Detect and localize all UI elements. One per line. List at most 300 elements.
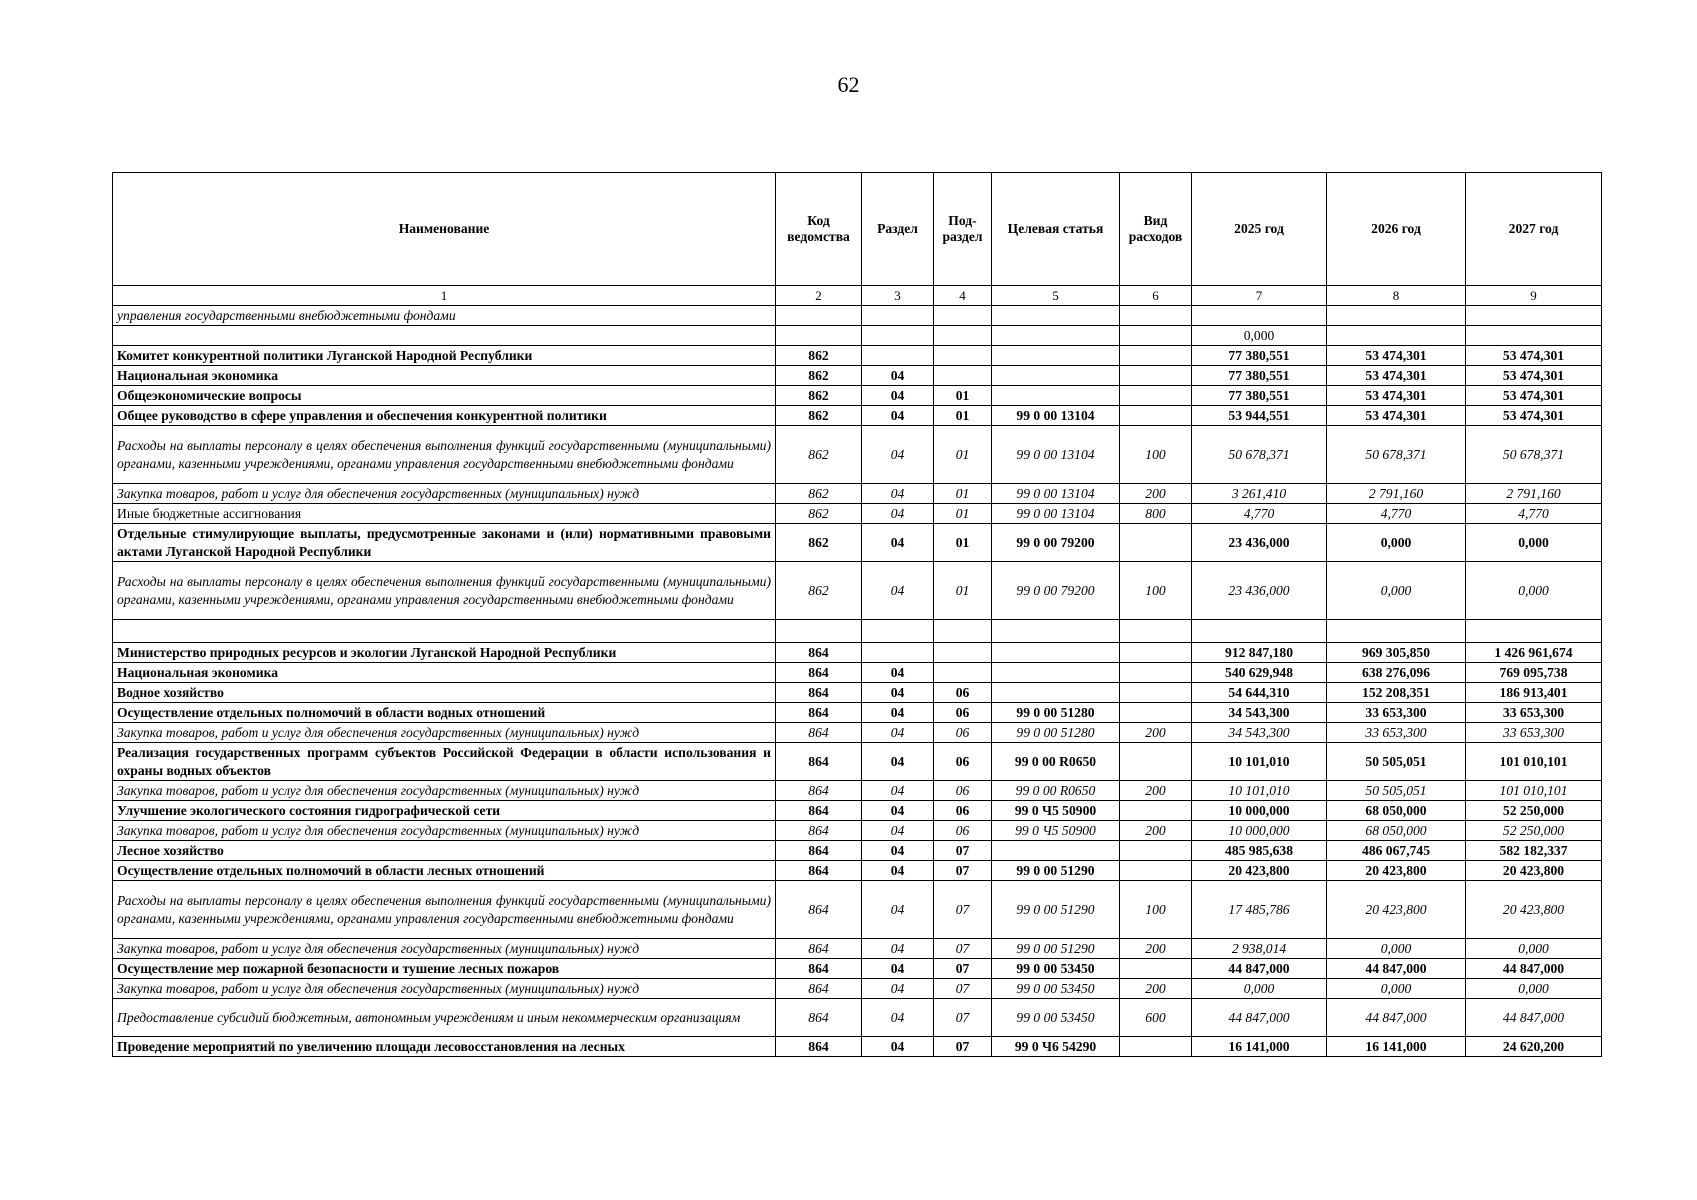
column-number: 2 — [776, 286, 862, 306]
column-number: 6 — [1120, 286, 1192, 306]
row-celevaya-statya — [992, 663, 1120, 683]
row-value-2027: 20 423,800 — [1466, 881, 1602, 939]
table-row — [113, 781, 1602, 801]
row-value-2026: 53 474,301 — [1327, 386, 1466, 406]
row-vid-rashodov — [1120, 663, 1192, 683]
row-value-2025: 16 141,000 — [1192, 1037, 1327, 1057]
table-row — [113, 861, 1602, 881]
row-value-2025: 2 938,014 — [1192, 939, 1327, 959]
row-razdel — [862, 643, 934, 663]
table-row — [113, 999, 1602, 1037]
row-kod-vedomstva: 864 — [776, 821, 862, 841]
row-value-2026: 0,000 — [1327, 979, 1466, 999]
row-razdel: 04 — [862, 562, 934, 620]
row-value-2025: 44 847,000 — [1192, 959, 1327, 979]
row-celevaya-statya — [992, 306, 1120, 326]
row-podrazdel: 01 — [934, 524, 992, 562]
row-celevaya-statya: 99 0 00 51290 — [992, 881, 1120, 939]
header-podrazdel: Под-раздел — [934, 173, 992, 286]
table-row — [113, 663, 1602, 683]
row-podrazdel: 01 — [934, 406, 992, 426]
row-value-2027: 24 620,200 — [1466, 1037, 1602, 1057]
row-razdel: 04 — [862, 426, 934, 484]
row-value-2027: 44 847,000 — [1466, 999, 1602, 1037]
header-statya: Целевая статья — [992, 173, 1120, 286]
row-value-2027: 53 474,301 — [1466, 346, 1602, 366]
row-razdel: 04 — [862, 406, 934, 426]
row-vid-rashodov — [1120, 743, 1192, 781]
row-value-2026: 50 505,051 — [1327, 743, 1466, 781]
row-name: Предоставление субсидий бюджетным, автономным учреждениям и иным некоммерческим организациям — [113, 999, 776, 1037]
column-number: 4 — [934, 286, 992, 306]
row-kod-vedomstva — [776, 306, 862, 326]
table-body — [113, 306, 1602, 1057]
row-name — [113, 326, 776, 346]
row-value-2026: 486 067,745 — [1327, 841, 1466, 861]
row-podrazdel: 07 — [934, 999, 992, 1037]
row-kod-vedomstva: 862 — [776, 426, 862, 484]
row-vid-rashodov: 200 — [1120, 979, 1192, 999]
row-value-2026: 44 847,000 — [1327, 999, 1466, 1037]
row-vid-rashodov: 100 — [1120, 426, 1192, 484]
row-value-2026 — [1327, 326, 1466, 346]
row-value-2025: 912 847,180 — [1192, 643, 1327, 663]
row-value-2027: 2 791,160 — [1466, 484, 1602, 504]
header-row — [113, 173, 1602, 286]
row-razdel — [862, 306, 934, 326]
row-value-2027: 33 653,300 — [1466, 703, 1602, 723]
row-kod-vedomstva: 864 — [776, 841, 862, 861]
row-vid-rashodov: 200 — [1120, 939, 1192, 959]
row-value-2027 — [1466, 620, 1602, 643]
row-value-2026: 50 678,371 — [1327, 426, 1466, 484]
row-kod-vedomstva: 862 — [776, 484, 862, 504]
row-name: Национальная экономика — [113, 663, 776, 683]
row-value-2025: 44 847,000 — [1192, 999, 1327, 1037]
table-row — [113, 801, 1602, 821]
row-name: Закупка товаров, работ и услуг для обеспечения государственных (муниципальных) нужд — [113, 979, 776, 999]
row-razdel: 04 — [862, 861, 934, 881]
row-value-2025: 77 380,551 — [1192, 346, 1327, 366]
row-kod-vedomstva: 864 — [776, 861, 862, 881]
row-podrazdel: 06 — [934, 781, 992, 801]
column-number: 8 — [1327, 286, 1466, 306]
row-razdel: 04 — [862, 841, 934, 861]
table-row — [113, 484, 1602, 504]
table-row — [113, 643, 1602, 663]
table-row — [113, 326, 1602, 346]
row-value-2027: 101 010,101 — [1466, 781, 1602, 801]
row-vid-rashodov — [1120, 366, 1192, 386]
row-name: Закупка товаров, работ и услуг для обеспечения государственных (муниципальных) нужд — [113, 781, 776, 801]
row-value-2025: 34 543,300 — [1192, 723, 1327, 743]
table-row — [113, 841, 1602, 861]
header-2026: 2026 год — [1327, 173, 1466, 286]
row-value-2026: 0,000 — [1327, 562, 1466, 620]
row-value-2027: 0,000 — [1466, 939, 1602, 959]
row-celevaya-statya — [992, 326, 1120, 346]
row-podrazdel — [934, 326, 992, 346]
row-name: Расходы на выплаты персоналу в целях обеспечения выполнения функций государственными (муниципальными) органами, казенными учреждениями, органами управления государственными внебюджетными фондами — [113, 426, 776, 484]
row-podrazdel — [934, 346, 992, 366]
table-row — [113, 683, 1602, 703]
row-name: Лесное хозяйство — [113, 841, 776, 861]
row-razdel: 04 — [862, 484, 934, 504]
row-value-2025: 77 380,551 — [1192, 386, 1327, 406]
row-kod-vedomstva: 864 — [776, 939, 862, 959]
row-celevaya-statya — [992, 346, 1120, 366]
row-vid-rashodov — [1120, 306, 1192, 326]
row-celevaya-statya: 99 0 00 79200 — [992, 562, 1120, 620]
row-value-2026 — [1327, 306, 1466, 326]
row-vid-rashodov — [1120, 861, 1192, 881]
row-podrazdel: 07 — [934, 841, 992, 861]
row-celevaya-statya: 99 0 00 51290 — [992, 861, 1120, 881]
row-name: Министерство природных ресурсов и экологии Луганской Народной Республики — [113, 643, 776, 663]
row-kod-vedomstva: 862 — [776, 386, 862, 406]
row-vid-rashodov: 100 — [1120, 881, 1192, 939]
table-row — [113, 979, 1602, 999]
row-value-2025: 3 261,410 — [1192, 484, 1327, 504]
row-vid-rashodov — [1120, 406, 1192, 426]
row-name: Осуществление отдельных полномочий в области лесных отношений — [113, 861, 776, 881]
row-vid-rashodov: 200 — [1120, 781, 1192, 801]
row-value-2027: 52 250,000 — [1466, 801, 1602, 821]
row-vid-rashodov — [1120, 643, 1192, 663]
table-row — [113, 620, 1602, 643]
row-podrazdel: 06 — [934, 703, 992, 723]
header-vid: Вид расходов — [1120, 173, 1192, 286]
row-name: Закупка товаров, работ и услуг для обеспечения государственных (муниципальных) нужд — [113, 484, 776, 504]
row-value-2025: 54 644,310 — [1192, 683, 1327, 703]
row-value-2027 — [1466, 326, 1602, 346]
row-value-2025: 485 985,638 — [1192, 841, 1327, 861]
row-kod-vedomstva: 862 — [776, 406, 862, 426]
row-value-2027: 53 474,301 — [1466, 386, 1602, 406]
row-razdel: 04 — [862, 1037, 934, 1057]
row-razdel: 04 — [862, 979, 934, 999]
row-podrazdel: 07 — [934, 979, 992, 999]
table-row — [113, 386, 1602, 406]
row-value-2026: 16 141,000 — [1327, 1037, 1466, 1057]
row-value-2027: 53 474,301 — [1466, 406, 1602, 426]
header-name: Наименование — [113, 173, 776, 286]
row-value-2025: 0,000 — [1192, 979, 1327, 999]
row-value-2027: 50 678,371 — [1466, 426, 1602, 484]
row-razdel: 04 — [862, 683, 934, 703]
row-value-2026: 20 423,800 — [1327, 861, 1466, 881]
table-row — [113, 821, 1602, 841]
row-value-2025 — [1192, 620, 1327, 643]
row-vid-rashodov — [1120, 841, 1192, 861]
row-kod-vedomstva: 862 — [776, 504, 862, 524]
row-name: Закупка товаров, работ и услуг для обеспечения государственных (муниципальных) нужд — [113, 939, 776, 959]
row-razdel: 04 — [862, 801, 934, 821]
row-value-2027: 186 913,401 — [1466, 683, 1602, 703]
row-value-2027: 4,770 — [1466, 504, 1602, 524]
row-kod-vedomstva: 864 — [776, 743, 862, 781]
row-razdel: 04 — [862, 386, 934, 406]
row-vid-rashodov — [1120, 620, 1192, 643]
row-value-2025: 17 485,786 — [1192, 881, 1327, 939]
row-vid-rashodov: 200 — [1120, 723, 1192, 743]
row-vid-rashodov — [1120, 346, 1192, 366]
row-value-2026: 2 791,160 — [1327, 484, 1466, 504]
row-name: Осуществление мер пожарной безопасности и тушение лесных пожаров — [113, 959, 776, 979]
row-name: Расходы на выплаты персоналу в целях обеспечения выполнения функций государственными (муниципальными) органами, казенными учреждениями, органами управления государственными внебюджетными фондами — [113, 562, 776, 620]
row-value-2027: 20 423,800 — [1466, 861, 1602, 881]
table-row — [113, 346, 1602, 366]
row-razdel: 04 — [862, 703, 934, 723]
row-kod-vedomstva — [776, 326, 862, 346]
row-celevaya-statya — [992, 386, 1120, 406]
row-name: Национальная экономика — [113, 366, 776, 386]
row-value-2027: 52 250,000 — [1466, 821, 1602, 841]
row-celevaya-statya: 99 0 00 51290 — [992, 939, 1120, 959]
table-row — [113, 939, 1602, 959]
table-row — [113, 504, 1602, 524]
row-value-2026: 53 474,301 — [1327, 346, 1466, 366]
row-name: Осуществление отдельных полномочий в области водных отношений — [113, 703, 776, 723]
row-razdel: 04 — [862, 504, 934, 524]
row-name: Комитет конкурентной политики Луганской Народной Республики — [113, 346, 776, 366]
row-podrazdel: 07 — [934, 1037, 992, 1057]
row-name: Расходы на выплаты персоналу в целях обеспечения выполнения функций государственными (муниципальными) органами, казенными учреждениями, органами управления государственными внебюджетными фондами — [113, 881, 776, 939]
table-row — [113, 881, 1602, 939]
row-razdel: 04 — [862, 524, 934, 562]
budget-table — [112, 172, 1602, 1057]
row-vid-rashodov: 200 — [1120, 821, 1192, 841]
row-podrazdel — [934, 306, 992, 326]
row-vid-rashodov: 100 — [1120, 562, 1192, 620]
row-value-2027: 101 010,101 — [1466, 743, 1602, 781]
row-vid-rashodov: 800 — [1120, 504, 1192, 524]
column-number-row — [113, 286, 1602, 306]
row-celevaya-statya — [992, 620, 1120, 643]
row-value-2026: 44 847,000 — [1327, 959, 1466, 979]
row-podrazdel — [934, 663, 992, 683]
row-podrazdel: 06 — [934, 683, 992, 703]
column-number: 5 — [992, 286, 1120, 306]
column-number: 7 — [1192, 286, 1327, 306]
header-kod: Код ведомства — [776, 173, 862, 286]
row-name: Проведение мероприятий по увеличению площади лесовосстановления на лесных — [113, 1037, 776, 1057]
row-name: Общее руководство в сфере управления и обеспечения конкурентной политики — [113, 406, 776, 426]
row-vid-rashodov — [1120, 959, 1192, 979]
row-podrazdel: 06 — [934, 801, 992, 821]
row-razdel — [862, 326, 934, 346]
row-celevaya-statya: 99 0 Ч6 54290 — [992, 1037, 1120, 1057]
row-kod-vedomstva: 862 — [776, 346, 862, 366]
row-podrazdel — [934, 643, 992, 663]
row-podrazdel: 06 — [934, 821, 992, 841]
table-row — [113, 366, 1602, 386]
column-number: 3 — [862, 286, 934, 306]
row-value-2025: 10 101,010 — [1192, 781, 1327, 801]
row-value-2026: 68 050,000 — [1327, 801, 1466, 821]
row-value-2026: 152 208,351 — [1327, 683, 1466, 703]
row-podrazdel: 01 — [934, 504, 992, 524]
header-razdel: Раздел — [862, 173, 934, 286]
row-podrazdel: 07 — [934, 959, 992, 979]
row-celevaya-statya: 99 0 00 R0650 — [992, 781, 1120, 801]
row-name: Общеэкономические вопросы — [113, 386, 776, 406]
row-vid-rashodov — [1120, 326, 1192, 346]
row-kod-vedomstva: 862 — [776, 562, 862, 620]
row-name: Закупка товаров, работ и услуг для обеспечения государственных (муниципальных) нужд — [113, 821, 776, 841]
row-value-2027: 769 095,738 — [1466, 663, 1602, 683]
row-value-2026: 0,000 — [1327, 524, 1466, 562]
row-kod-vedomstva: 864 — [776, 663, 862, 683]
row-vid-rashodov — [1120, 703, 1192, 723]
row-value-2025: 23 436,000 — [1192, 562, 1327, 620]
row-kod-vedomstva: 864 — [776, 959, 862, 979]
row-razdel: 04 — [862, 999, 934, 1037]
row-value-2027: 33 653,300 — [1466, 723, 1602, 743]
row-razdel: 04 — [862, 881, 934, 939]
row-kod-vedomstva: 862 — [776, 366, 862, 386]
row-celevaya-statya: 99 0 00 53450 — [992, 959, 1120, 979]
row-vid-rashodov: 200 — [1120, 484, 1192, 504]
row-vid-rashodov — [1120, 683, 1192, 703]
row-celevaya-statya: 99 0 Ч5 50900 — [992, 801, 1120, 821]
row-value-2025: 53 944,551 — [1192, 406, 1327, 426]
row-kod-vedomstva: 864 — [776, 1037, 862, 1057]
table-row — [113, 723, 1602, 743]
row-kod-vedomstva: 864 — [776, 881, 862, 939]
row-celevaya-statya — [992, 366, 1120, 386]
row-kod-vedomstva: 864 — [776, 703, 862, 723]
row-value-2026: 50 505,051 — [1327, 781, 1466, 801]
table-row — [113, 959, 1602, 979]
row-vid-rashodov — [1120, 1037, 1192, 1057]
row-razdel: 04 — [862, 723, 934, 743]
row-value-2027: 53 474,301 — [1466, 366, 1602, 386]
table-row — [113, 426, 1602, 484]
row-celevaya-statya: 99 0 00 51280 — [992, 703, 1120, 723]
row-value-2027: 1 426 961,674 — [1466, 643, 1602, 663]
row-podrazdel: 01 — [934, 484, 992, 504]
row-value-2025: 20 423,800 — [1192, 861, 1327, 881]
row-value-2026: 53 474,301 — [1327, 366, 1466, 386]
row-kod-vedomstva — [776, 620, 862, 643]
row-name: Закупка товаров, работ и услуг для обеспечения государственных (муниципальных) нужд — [113, 723, 776, 743]
row-value-2026: 0,000 — [1327, 939, 1466, 959]
row-vid-rashodov — [1120, 386, 1192, 406]
row-value-2027: 44 847,000 — [1466, 959, 1602, 979]
row-value-2026: 4,770 — [1327, 504, 1466, 524]
row-kod-vedomstva: 864 — [776, 999, 862, 1037]
row-celevaya-statya: 99 0 00 53450 — [992, 979, 1120, 999]
header-2027: 2027 год — [1466, 173, 1602, 286]
row-razdel: 04 — [862, 959, 934, 979]
row-podrazdel: 01 — [934, 386, 992, 406]
row-podrazdel: 01 — [934, 426, 992, 484]
row-value-2026 — [1327, 620, 1466, 643]
row-kod-vedomstva: 864 — [776, 683, 862, 703]
table-row — [113, 562, 1602, 620]
row-vid-rashodov: 600 — [1120, 999, 1192, 1037]
row-vid-rashodov — [1120, 801, 1192, 821]
row-kod-vedomstva: 864 — [776, 643, 862, 663]
row-name — [113, 620, 776, 643]
row-kod-vedomstva: 864 — [776, 723, 862, 743]
row-value-2026: 969 305,850 — [1327, 643, 1466, 663]
row-razdel: 04 — [862, 366, 934, 386]
row-value-2026: 53 474,301 — [1327, 406, 1466, 426]
row-value-2027 — [1466, 306, 1602, 326]
row-celevaya-statya: 99 0 00 13104 — [992, 406, 1120, 426]
row-value-2027: 582 182,337 — [1466, 841, 1602, 861]
row-value-2026: 33 653,300 — [1327, 703, 1466, 723]
row-value-2025: 50 678,371 — [1192, 426, 1327, 484]
row-podrazdel: 01 — [934, 562, 992, 620]
row-celevaya-statya: 99 0 00 53450 — [992, 999, 1120, 1037]
row-celevaya-statya — [992, 683, 1120, 703]
row-celevaya-statya — [992, 841, 1120, 861]
row-name: Улучшение экологического состояния гидрографической сети — [113, 801, 776, 821]
row-value-2025: 23 436,000 — [1192, 524, 1327, 562]
row-name: Водное хозяйство — [113, 683, 776, 703]
row-celevaya-statya: 99 0 00 51280 — [992, 723, 1120, 743]
row-value-2025: 77 380,551 — [1192, 366, 1327, 386]
row-razdel — [862, 346, 934, 366]
row-celevaya-statya: 99 0 Ч5 50900 — [992, 821, 1120, 841]
page-number: 62 — [837, 72, 860, 97]
row-name: Реализация государственных программ субъектов Российской Федерации в области использования и охраны водных объектов — [113, 743, 776, 781]
row-celevaya-statya: 99 0 00 13104 — [992, 504, 1120, 524]
row-kod-vedomstva: 864 — [776, 801, 862, 821]
row-celevaya-statya: 99 0 00 R0650 — [992, 743, 1120, 781]
row-value-2027: 0,000 — [1466, 979, 1602, 999]
row-celevaya-statya: 99 0 00 79200 — [992, 524, 1120, 562]
row-razdel: 04 — [862, 939, 934, 959]
table-row — [113, 524, 1602, 562]
row-kod-vedomstva: 864 — [776, 781, 862, 801]
row-razdel: 04 — [862, 821, 934, 841]
row-value-2025: 0,000 — [1192, 326, 1327, 346]
row-value-2025: 10 101,010 — [1192, 743, 1327, 781]
row-razdel: 04 — [862, 781, 934, 801]
row-value-2025: 10 000,000 — [1192, 821, 1327, 841]
row-vid-rashodov — [1120, 524, 1192, 562]
table-row — [113, 406, 1602, 426]
row-razdel: 04 — [862, 743, 934, 781]
row-value-2027: 0,000 — [1466, 562, 1602, 620]
row-celevaya-statya — [992, 643, 1120, 663]
row-value-2025: 34 543,300 — [1192, 703, 1327, 723]
column-number: 1 — [113, 286, 776, 306]
row-celevaya-statya: 99 0 00 13104 — [992, 426, 1120, 484]
row-value-2025: 4,770 — [1192, 504, 1327, 524]
row-value-2026: 638 276,096 — [1327, 663, 1466, 683]
row-kod-vedomstva: 864 — [776, 979, 862, 999]
row-podrazdel: 07 — [934, 861, 992, 881]
row-podrazdel: 06 — [934, 743, 992, 781]
row-celevaya-statya: 99 0 00 13104 — [992, 484, 1120, 504]
row-kod-vedomstva: 862 — [776, 524, 862, 562]
row-value-2027: 0,000 — [1466, 524, 1602, 562]
table-row — [113, 743, 1602, 781]
row-value-2026: 20 423,800 — [1327, 881, 1466, 939]
row-podrazdel: 07 — [934, 939, 992, 959]
row-podrazdel: 07 — [934, 881, 992, 939]
row-name: управления государственными внебюджетными фондами — [113, 306, 776, 326]
table-row — [113, 1037, 1602, 1057]
table-row — [113, 703, 1602, 723]
row-podrazdel: 06 — [934, 723, 992, 743]
table-row — [113, 306, 1602, 326]
